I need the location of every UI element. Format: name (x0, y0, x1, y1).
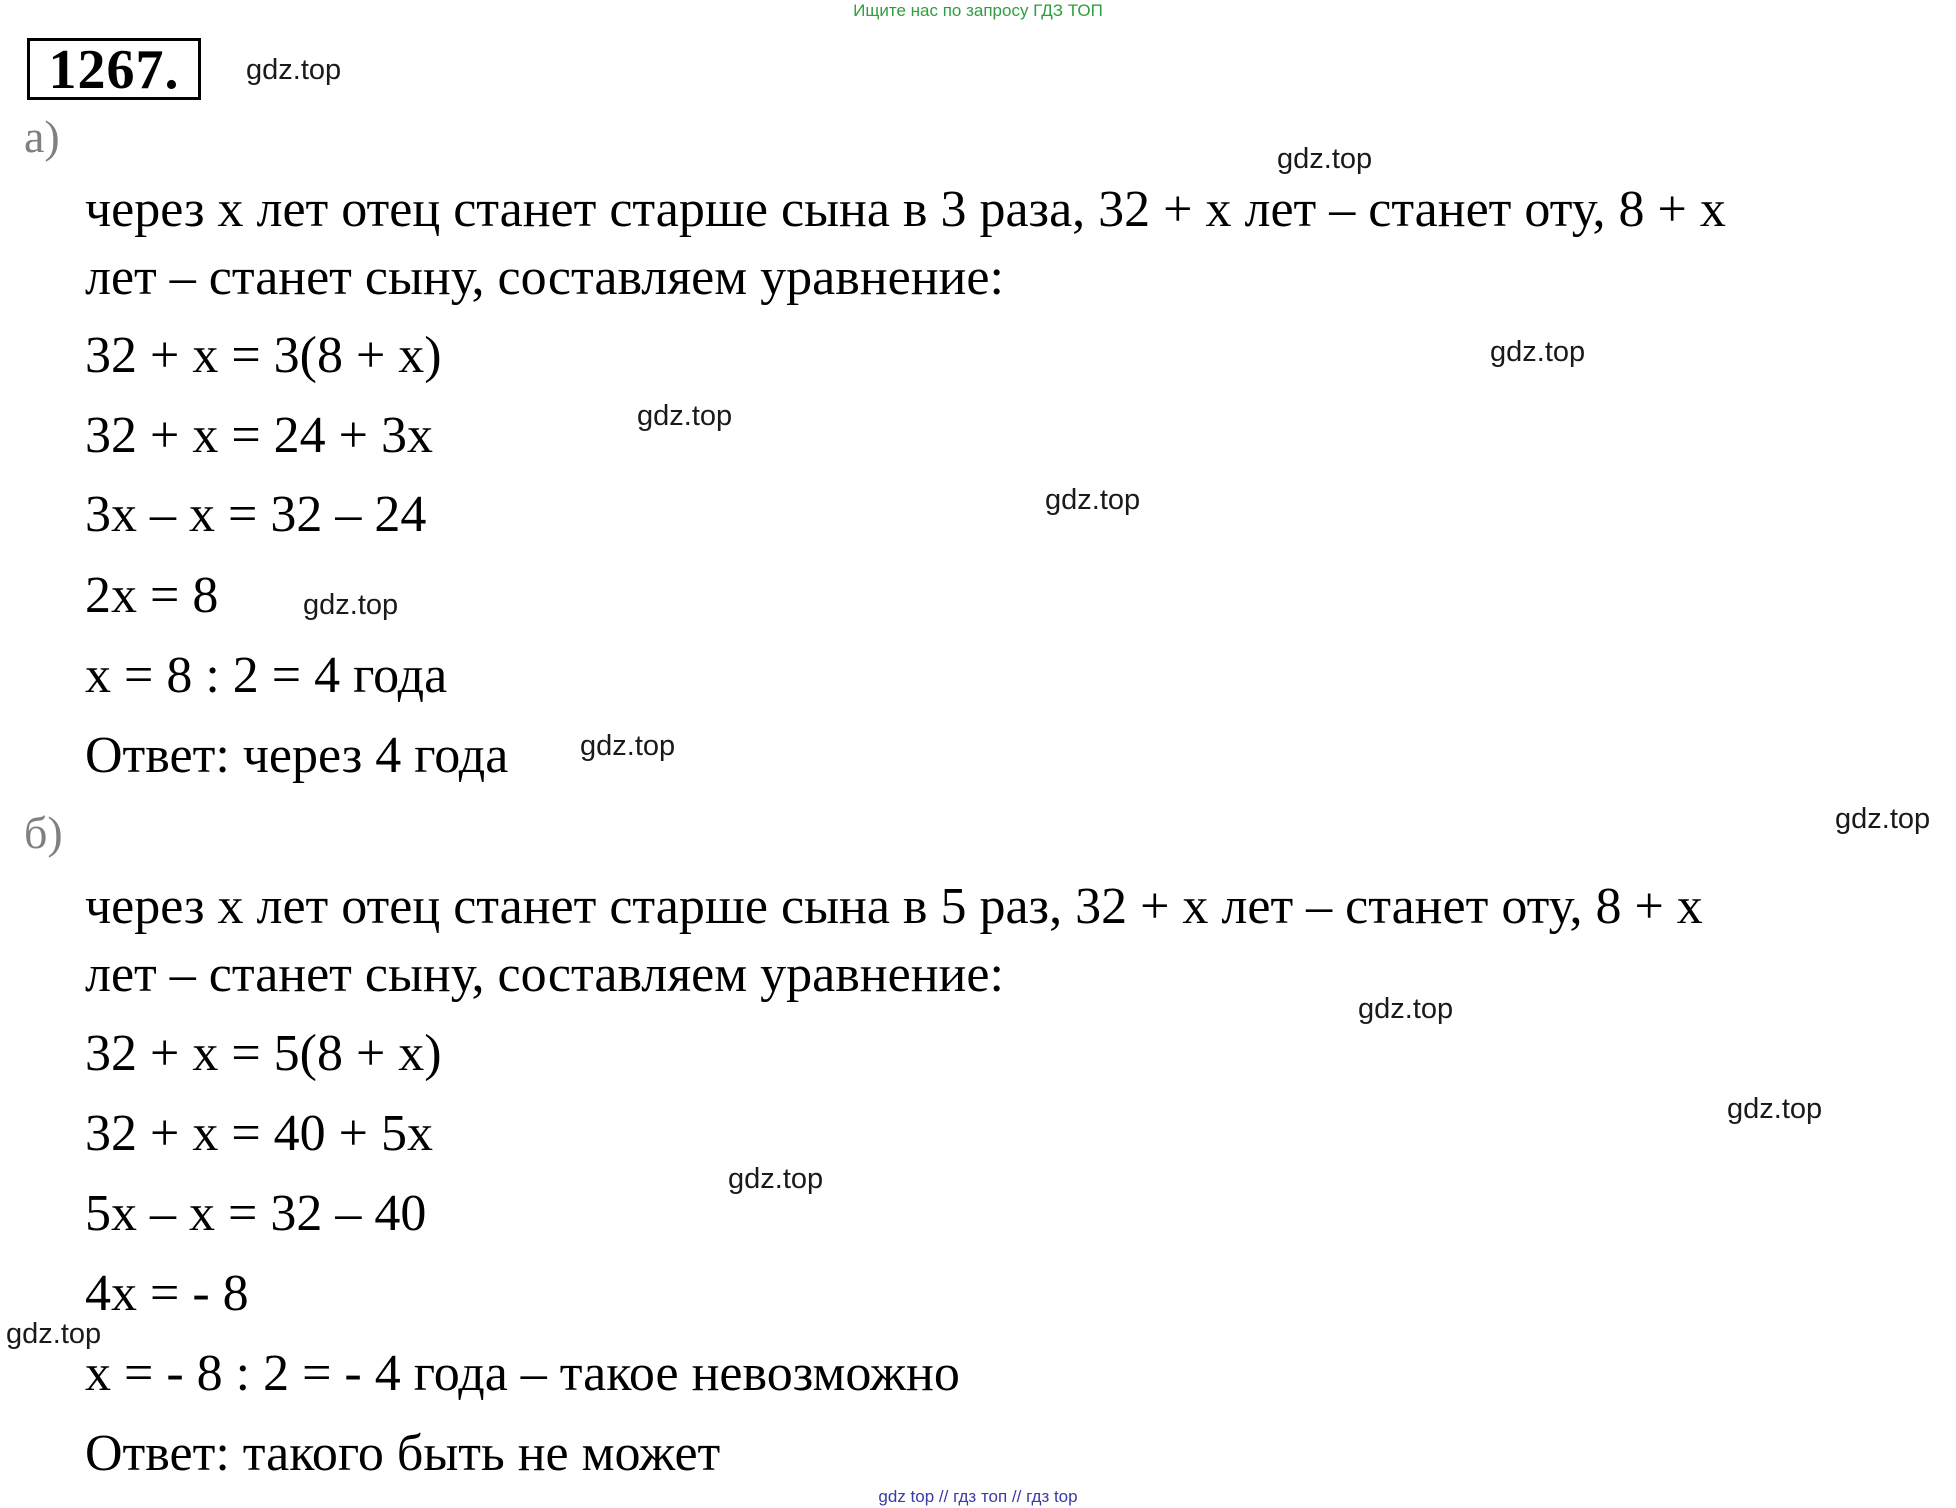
watermark: gdz.top (728, 1163, 824, 1195)
watermark: gdz.top (1045, 484, 1141, 516)
watermark: gdz.top (1727, 1093, 1823, 1125)
part-b-equation: x = - 8 : 2 = - 4 года – такое невозможно (85, 1345, 960, 1402)
watermark: gdz.top (6, 1318, 102, 1350)
part-b-equation: 32 + x = 5(8 + x) (85, 1025, 442, 1082)
watermark: gdz.top (1835, 803, 1931, 835)
part-b-answer: Ответ: такого быть не может (85, 1425, 721, 1482)
part-a-line: лет – станет сыну, составляем уравнение: (85, 249, 1004, 306)
watermark: gdz.top (246, 54, 342, 86)
part-b-line: через x лет отец станет старше сына в 5 раз, 32 + x лет – станет оту, 8 + x (85, 878, 1703, 935)
watermark: gdz.top (303, 589, 399, 621)
footer-watermark: gdz top // гдз топ // гдз top (878, 1487, 1078, 1506)
watermark: gdz.top (637, 400, 733, 432)
part-a-line: через x лет отец станет старше сына в 3 раза, 32 + x лет – станет оту, 8 + x (85, 181, 1726, 238)
part-a-equation: 3x – x = 32 – 24 (85, 486, 427, 543)
watermark: gdz.top (1358, 993, 1454, 1025)
part-b-line: лет – станет сыну, составляем уравнение: (85, 946, 1004, 1003)
part-a-label: а) (24, 111, 60, 162)
part-a-answer: Ответ: через 4 года (85, 727, 509, 784)
problem-number: 1267. (27, 38, 201, 100)
watermark: gdz.top (580, 730, 676, 762)
part-a-equation: 32 + x = 24 + 3x (85, 407, 433, 464)
top-banner: Ищите нас по запросу ГДЗ ТОП (853, 1, 1103, 20)
part-b-label: б) (24, 807, 63, 858)
watermark: gdz.top (1490, 336, 1586, 368)
part-b-equation: 5x – x = 32 – 40 (85, 1185, 427, 1242)
part-a-equation: 32 + x = 3(8 + x) (85, 327, 442, 384)
watermark: gdz.top (1277, 143, 1373, 175)
part-b-equation: 4x = - 8 (85, 1265, 249, 1322)
part-a-equation: x = 8 : 2 = 4 года (85, 647, 448, 704)
part-b-equation: 32 + x = 40 + 5x (85, 1105, 433, 1162)
part-a-equation: 2x = 8 (85, 567, 219, 624)
